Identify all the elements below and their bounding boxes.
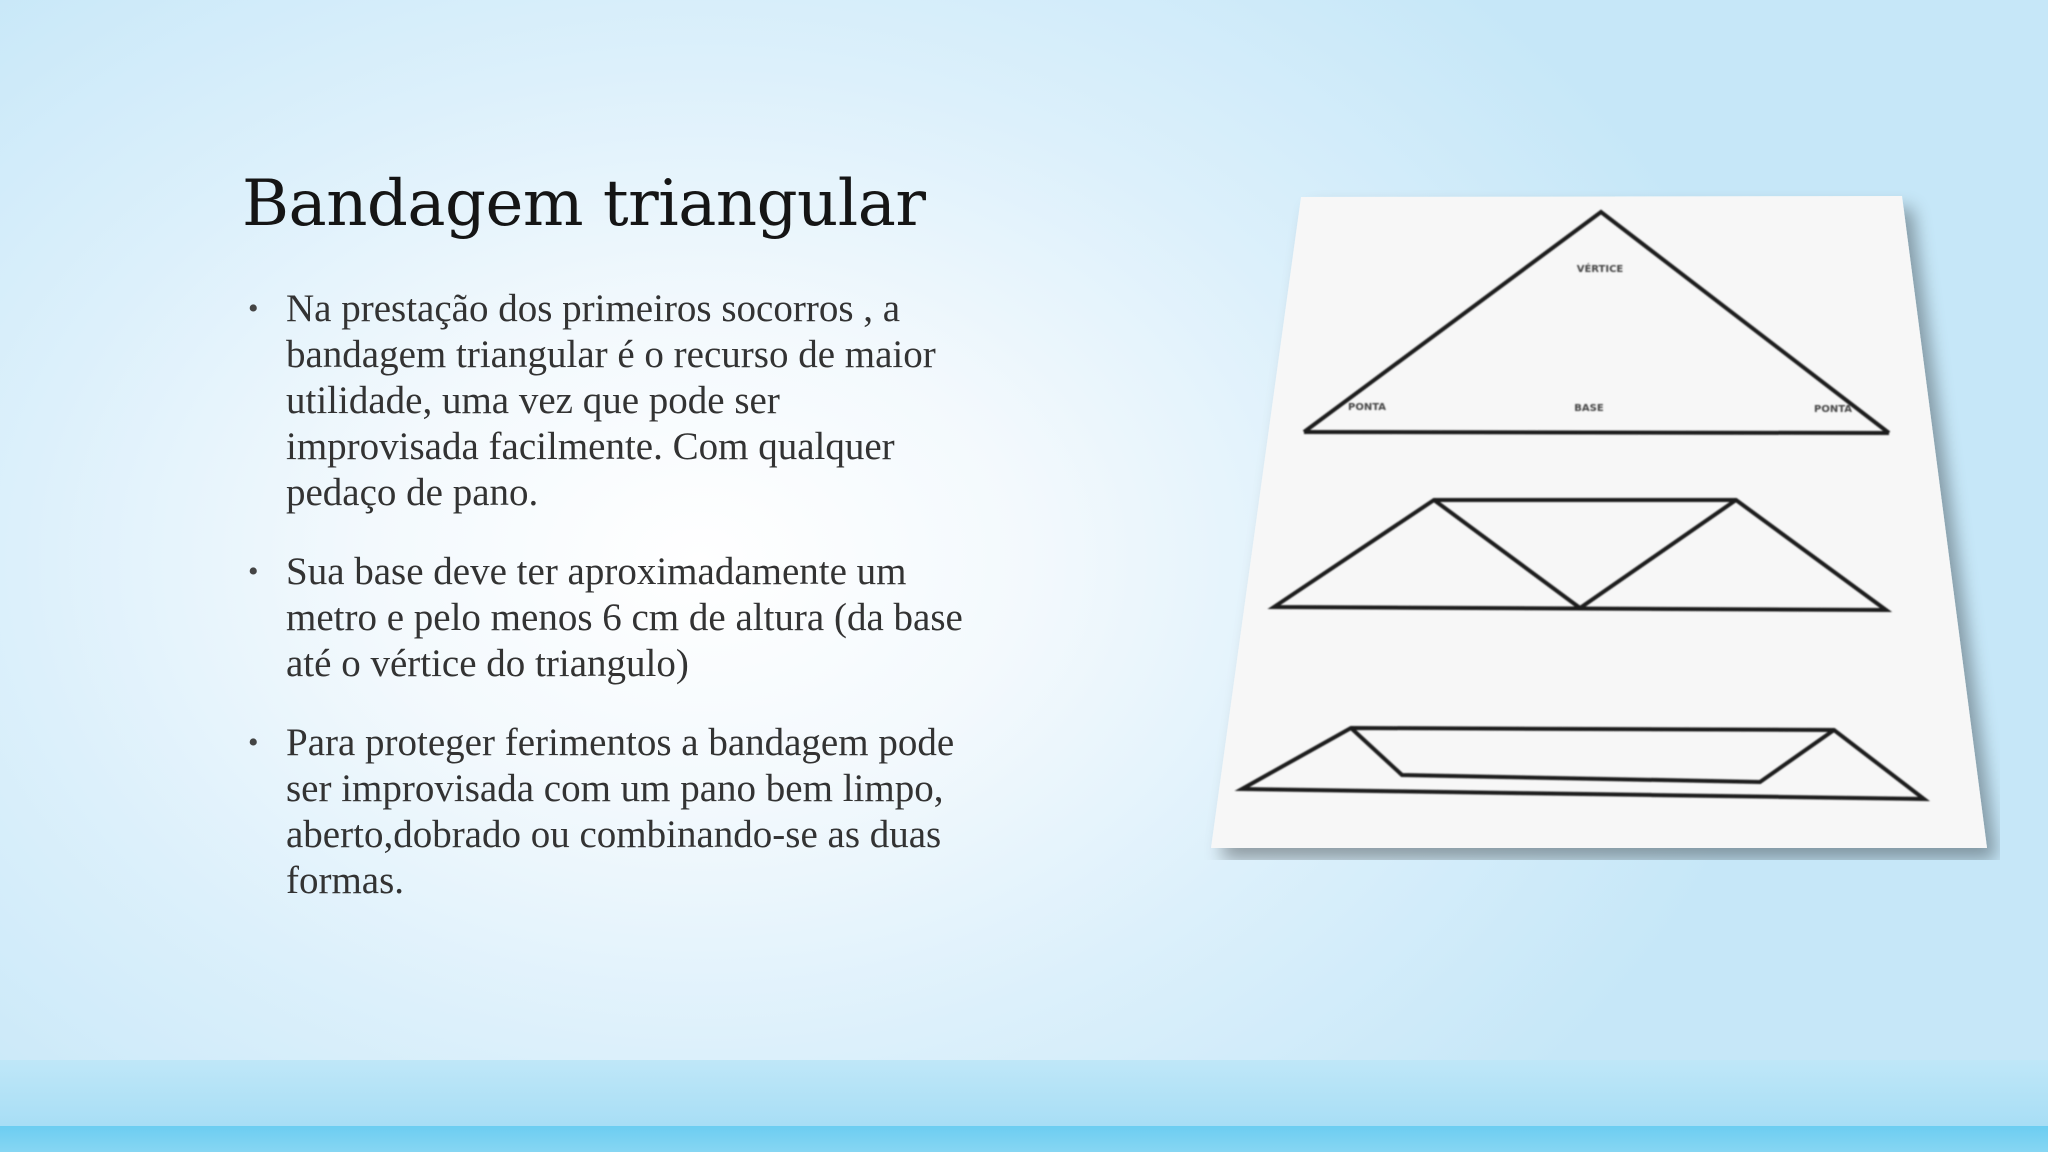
bullet-item	[248, 720, 1108, 904]
bullet-line: Para proteger ferimentos a bandagem pode	[286, 721, 955, 764]
label-base: BASE	[1574, 403, 1604, 414]
bullet-line: utilidade, uma vez que pode ser	[286, 379, 780, 422]
bullet-icon: •	[248, 292, 259, 325]
bullet-item	[248, 549, 1108, 687]
bullet-line: pedaço de pano.	[286, 471, 539, 514]
slide-title: Bandagem triangular	[242, 167, 926, 241]
footer-band	[0, 1060, 2048, 1126]
paper-sheet	[1211, 196, 1987, 848]
bullet-text	[286, 286, 1108, 516]
bullet-line: aberto,dobrado ou combinando-se as duas	[286, 813, 942, 856]
label-right-point: PONTA	[1814, 404, 1852, 415]
bullet-icon: •	[248, 555, 259, 588]
bullet-line: improvisada facilmente. Com qualquer	[286, 425, 895, 468]
bullet-line: metro e pelo menos 6 cm de altura (da base	[286, 596, 963, 639]
bandage-diagram-image	[1200, 190, 2000, 860]
bullet-line: Sua base deve ter aproximadamente um	[286, 550, 907, 593]
footer-strip	[0, 1126, 2048, 1152]
bullet-item	[248, 286, 1108, 516]
bullet-line: até o vértice do triangulo)	[286, 642, 689, 685]
bullet-icon: •	[248, 726, 259, 759]
bullet-list	[248, 286, 1108, 937]
bullet-line: Na prestação dos primeiros socorros , a	[286, 287, 901, 330]
label-left-point: PONTA	[1348, 402, 1386, 413]
bullet-line: formas.	[286, 859, 405, 902]
bullet-line: bandagem triangular é o recurso de maior	[286, 333, 936, 376]
bullet-text	[286, 720, 1108, 904]
bullet-text	[286, 549, 1108, 687]
bullet-line: ser improvisada com um pano bem limpo,	[286, 767, 944, 810]
label-vertex: VÉRTICE	[1576, 264, 1624, 275]
